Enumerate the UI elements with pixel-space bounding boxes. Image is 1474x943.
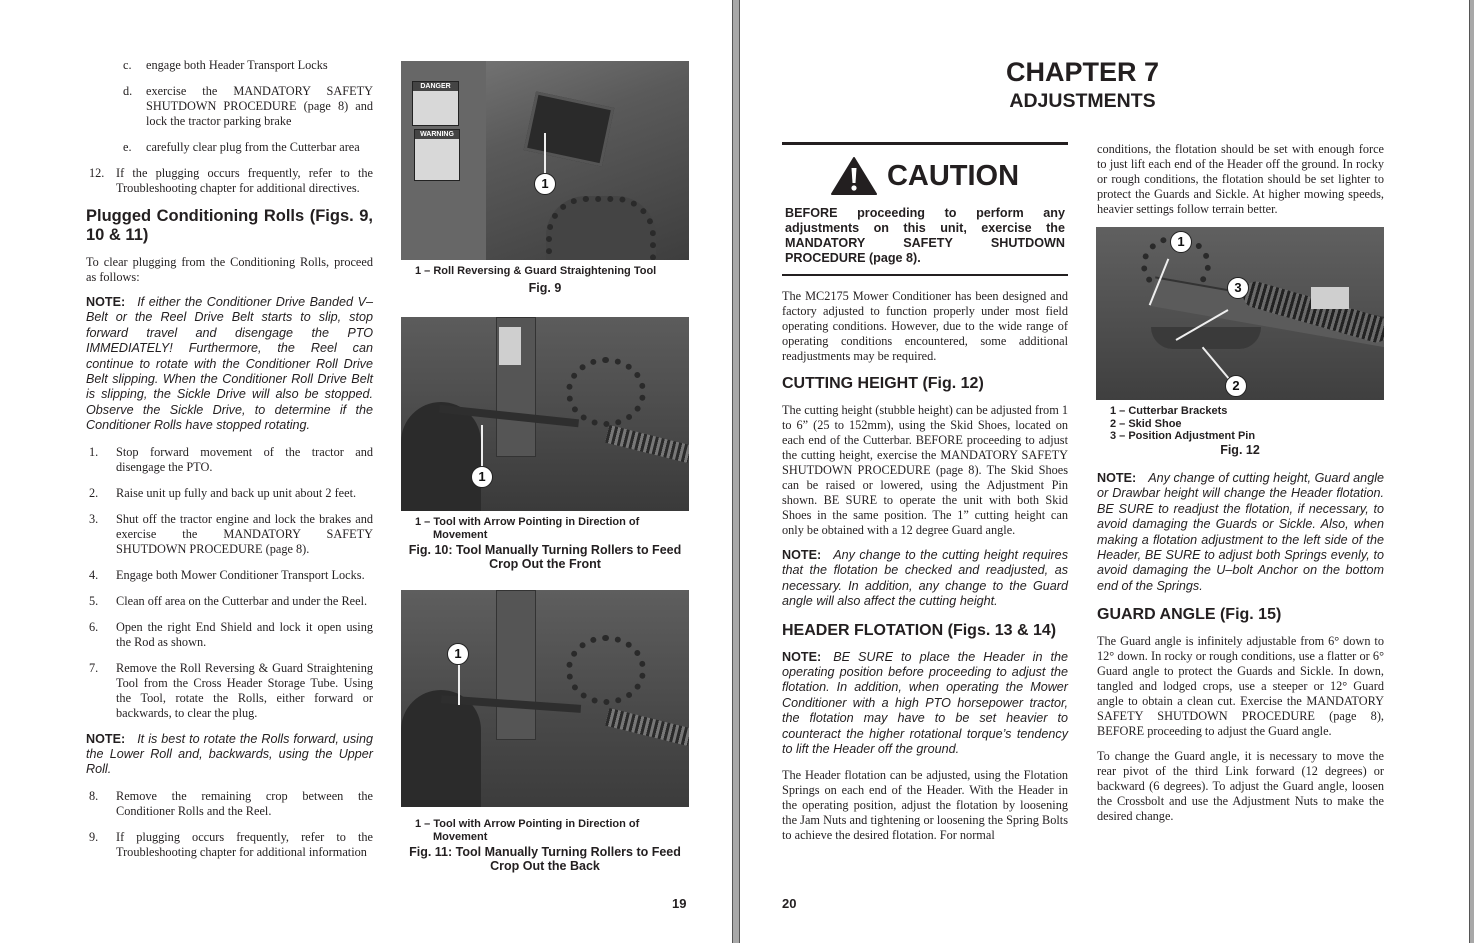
page-19	[0, 0, 732, 943]
guard-angle-text-2: To change the Guard angle, it is necessary to move the rear pivot of the third Link forward (12 degrees) or backward (6 degrees). To adjust the Guard angle, loosen the Crossbolt and use the Adjustment Nuts to make the desired change.	[1097, 749, 1384, 824]
fig-10-caption: Fig. 10: Tool Manually Turning Rollers to Feed Crop Out the Front	[408, 543, 682, 571]
flotation-text-continued: conditions, the flotation should be set with enough force to just lift each end of the Header off the ground. In rocky or rough conditions, the flotation should be set lighter to protect the Guards and Sickle. At higher mowing speeds, heavier settings follow terrain better.	[1097, 142, 1384, 216]
heading-guard-angle: GUARD ANGLE (Fig. 15)	[1097, 606, 1282, 624]
step-1: 1. Stop forward movement of the tractor and disengage the PTO.	[89, 444, 373, 474]
step-4: 4. Engage both Mower Conditioner Transport Locks.	[89, 567, 365, 582]
page-20	[740, 0, 1469, 943]
spring	[605, 708, 689, 746]
sub-step-c: c. engage both Header Transport Locks	[123, 58, 328, 72]
note-belt-slip: NOTE: If either the Conditioner Drive Banded V–Belt or the Reel Drive Belt starts to slip, stop forward travel and disengage the PTO IMMEDIATELY! Furthermore, the Reel can continue to rotate with the Conditioner Roll Drive Belt slipping. When the Conditioner Roll Drive Belt is slipping, the Sickle Drive will also be stopped. Observe the Sickle Drive, to determine if the Conditioner Rolls have stopped rotating.	[86, 295, 373, 433]
note-cutting-height: NOTE: Any change to the cutting height requires that the flotation be checked and readjusted, as necessary. In addition, any change to the Guard angle will also affect the cutting height.	[782, 548, 1068, 609]
note-rotate-rolls: NOTE: It is best to rotate the Rolls forward, using the Lower Roll and, backwards, using the Upper Roll.	[86, 731, 373, 777]
fig-10-photo	[401, 317, 689, 511]
right-left-column	[782, 142, 1068, 843]
fig-11-legend: 1 – Tool with Arrow Pointing in Direction of Movement	[415, 818, 640, 843]
fig-9-caption: Fig. 9	[528, 281, 562, 295]
step-8: 8. Remove the remaining crop between the Conditioner Rolls and the Reel.	[89, 788, 373, 818]
page-number-20: 20	[782, 896, 797, 911]
cutting-height-text: The cutting height (stubble height) can be adjusted from 1 to 6” (25 to 152mm), using the Skid Shoes, located on each end of the Cutterbar. BEFORE proceeding to adjust the cutting height, exercise the MANDATORY SAFETY SHUTDOWN PROCEDURE (page 8). The Skid Shoes can be raised or lowered, using the Adjustment Pin shown. BE SURE to operate the unit with both Skid Shoes in the same position. The 1” cutting height can only be obtained with a 12 degree Guard angle.	[782, 403, 1068, 537]
page-number-19: 19	[672, 896, 687, 911]
fig-9-callout-1: 1	[534, 173, 556, 195]
note-header-flotation: NOTE: BE SURE to place the Header in the operating position before proceeding to adjust the flotation. In addition, when operating the Mower Conditioner with a high PTO horsepower tractor, the flotation may have to be set heavier to counteract the higher rotational torque’s tendency to lift the Header off the ground.	[782, 649, 1068, 757]
step-7: 7. Remove the Roll Reversing & Guard Straightening Tool from the Cross Header Storage Tube. Using the Tool, rotate the Rolls, either forward or backwards, to clear the plug.	[89, 660, 373, 720]
left-text-column	[86, 58, 373, 871]
fig-12-photo	[1096, 227, 1384, 400]
section-heading-plugged-rolls: Plugged Conditioning Rolls (Figs. 9, 10 & 11)	[86, 207, 373, 244]
caution-text: BEFORE proceeding to perform any adjustments on this unit, exercise the MANDATORY SAFETY SHUTDOWN PROCEDURE (page 8).	[785, 206, 1065, 265]
step-12: 12. If the plugging occurs frequently, refer to the Troubleshooting chapter for additional directives.	[89, 166, 373, 195]
sub-step-e: e. carefully clear plug from the Cutterbar area	[123, 140, 360, 154]
fig-10-legend: 1 – Tool with Arrow Pointing in Direction of Movement	[415, 516, 640, 541]
danger-decal: DANGER	[412, 81, 459, 126]
warning-decal: WARNING	[414, 129, 460, 181]
fig-11-photo	[401, 590, 689, 807]
chapter-title: CHAPTER 7	[1005, 57, 1160, 87]
fig-12-legend: 1 – Cutterbar Brackets 2 – Skid Shoe 3 – Position Adjustment Pin	[1110, 405, 1256, 442]
step-9: 9. If plugging occurs frequently, refer to the Troubleshooting chapter for additional information	[89, 829, 373, 859]
fig-10-callout-1: 1	[471, 466, 493, 488]
caution-title: CAUTION	[886, 159, 1020, 192]
right-right-column	[1097, 471, 1384, 834]
tractor-wheel	[401, 690, 481, 807]
skid-shoe	[1151, 327, 1261, 349]
note-flotation-change: NOTE: Any change of cutting height, Guard angle or Drawbar height will change the Header flotation. BE SURE to readjust the flotation, if necessary, to avoid damaging the Guards or Sickle. Also, when making a flotation adjustment to the left side of the Header, BE SURE to adjust both Springs evenly, to avoid damaging the U–bolt Anchor on the bottom end of the Springs.	[1097, 471, 1384, 593]
intro-text: To clear plugging from the Conditioning Rolls, proceed as follows:	[86, 255, 373, 284]
fig-12-caption: Fig. 12	[1220, 443, 1260, 457]
guard-angle-text-1: The Guard angle is infinitely adjustable from 6° down to 12° down. In rocky or rough conditions, use a flatter or 6° Guard angle to protect the Guards and Sickle. In down, tangled and lodged crops, use a steeper or 12° Guard angle to obtain a clean cut. Exercise the MANDATORY SAFETY SHUTDOWN PROCEDURE (page 8), BEFORE proceeding to adjust the Guard angle.	[1097, 634, 1384, 739]
sub-step-d: d. exercise the MANDATORY SAFETY SHUTDOWN PROCEDURE (page 8) and lock the tractor parking brake	[123, 84, 373, 128]
caution-box	[782, 142, 1068, 276]
header-flotation-text: The Header flotation can be adjusted, using the Flotation Springs on each end of the Header. With the Header in the operating position, adjust the flotation by loosening the Jam Nuts and tightening or loosening the Spring Bolts to achieve the desired flotation. For normal	[782, 768, 1068, 843]
step-2: 2. Raise unit up fully and back up unit about 2 feet.	[89, 485, 357, 500]
step-3: 3. Shut off the tractor engine and lock the brakes and exercise the MANDATORY SAFETY SHUTDOWN PROCEDURE (page 8).	[89, 511, 373, 556]
adjustments-intro: The MC2175 Mower Conditioner has been designed and factory adjusted to function properly under most field operating conditions. However, due to the wide range of operating conditions encountered, some additional readjustments may be required.	[782, 289, 1068, 363]
fig-11-caption: Fig. 11: Tool Manually Turning Rollers to Feed Crop Out the Back	[409, 845, 681, 873]
step-6: 6. Open the right End Shield and lock it open using the Rod as shown.	[89, 619, 373, 649]
chapter-subtitle: ADJUSTMENTS	[1009, 90, 1156, 112]
heading-header-flotation: HEADER FLOTATION (Figs. 13 & 14)	[782, 621, 1057, 639]
page-divider	[732, 0, 740, 943]
fig-12-callout-1: 1	[1170, 231, 1192, 253]
fig-9-legend: 1 – Roll Reversing & Guard Straightening Tool	[415, 265, 657, 277]
step-5: 5. Clean off area on the Cutterbar and under the Reel.	[89, 593, 368, 608]
fig-12-callout-2: 2	[1225, 375, 1247, 397]
fig-9-photo	[401, 61, 689, 260]
fig-12-callout-3: 3	[1227, 277, 1249, 299]
warning-triangle-icon	[831, 156, 877, 196]
tractor-wheel	[401, 402, 481, 511]
right-page-edge	[1469, 0, 1474, 943]
heading-cutting-height: CUTTING HEIGHT (Fig. 12)	[782, 375, 984, 392]
spring	[605, 425, 689, 463]
fig-11-callout-1: 1	[447, 643, 469, 665]
